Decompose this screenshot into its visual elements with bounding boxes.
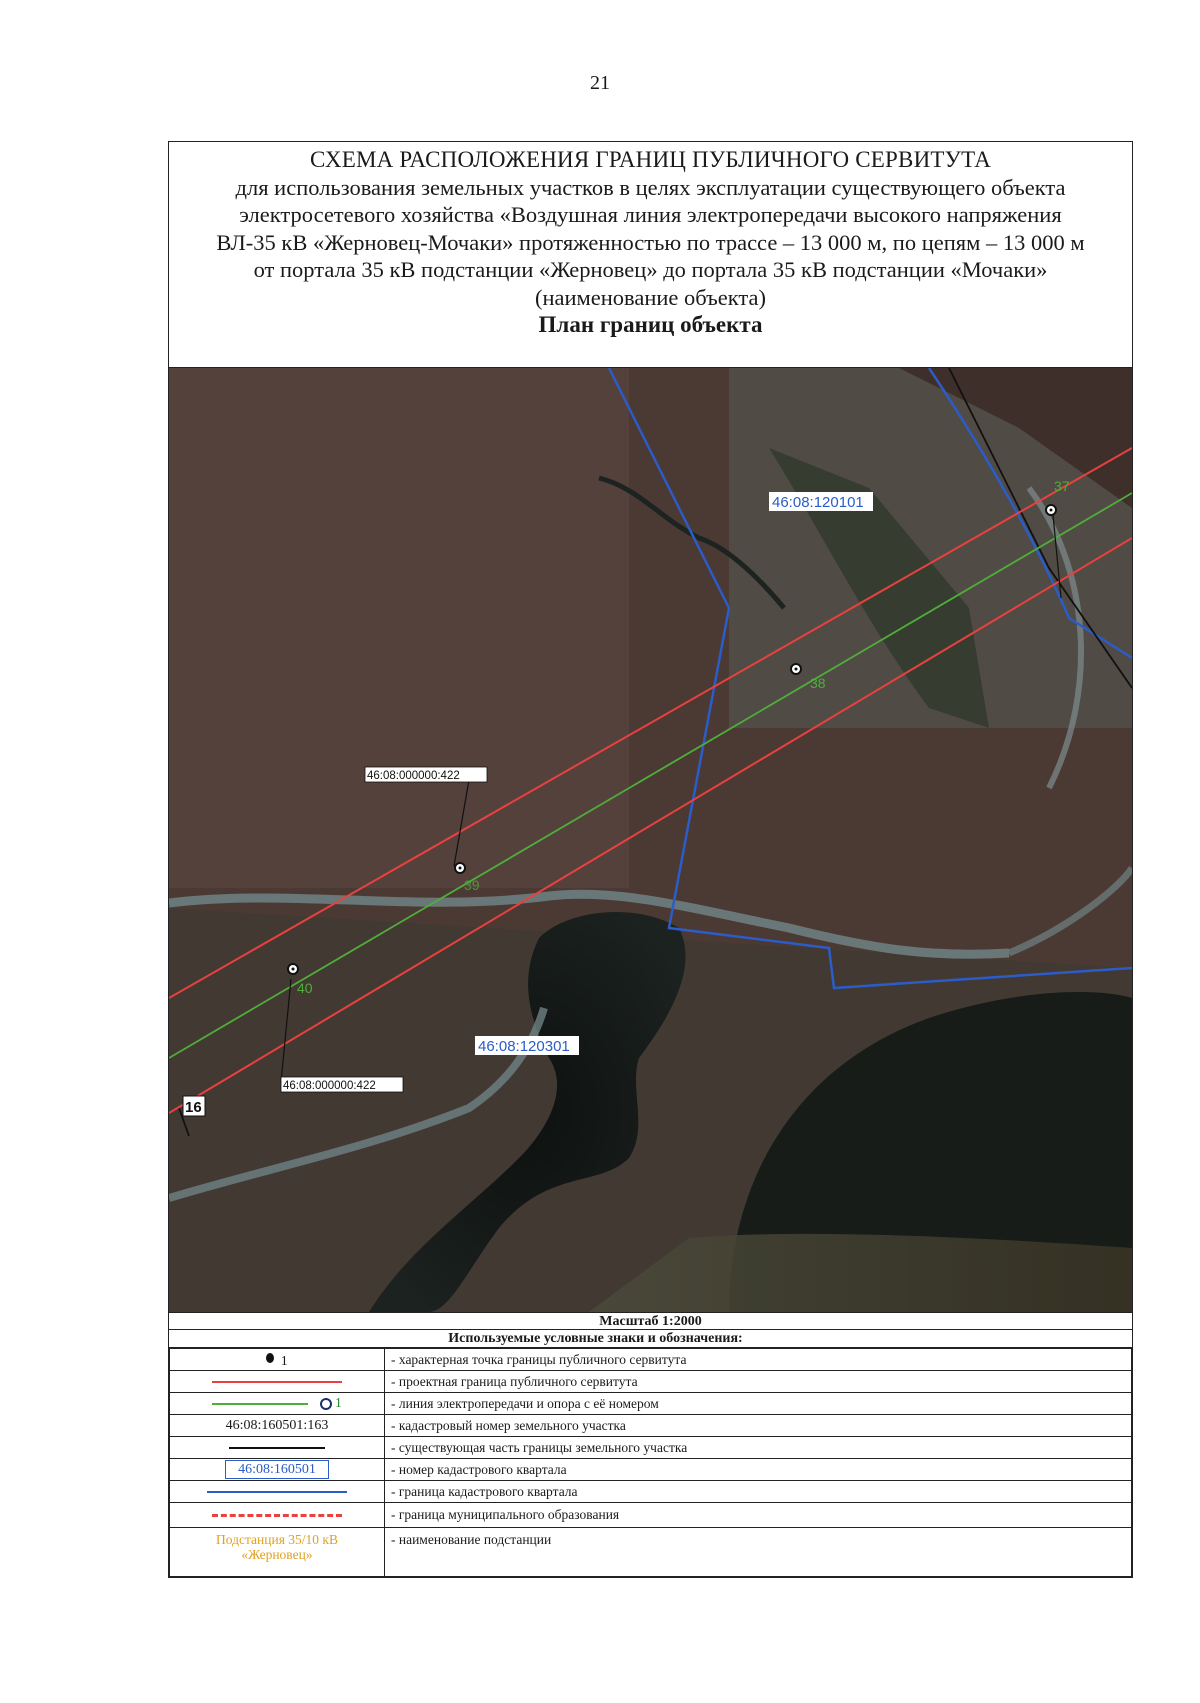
- legend-desc: - кадастровый номер земельного участка: [385, 1415, 1132, 1437]
- legend-row: [170, 1393, 1132, 1415]
- legend-desc: - наименование подстанции: [385, 1528, 1132, 1577]
- quarter-number-sample: 46:08:160501: [225, 1460, 329, 1479]
- legend-symbol-quarter-boundary: [170, 1481, 385, 1503]
- legend-desc: - характерная точка границы публичного сервитута: [385, 1349, 1132, 1371]
- wetland-area: [169, 368, 629, 888]
- legend-symbol-servitude: [170, 1371, 385, 1393]
- boundary-point-icon: [266, 1353, 274, 1363]
- legend-row: [170, 1503, 1132, 1528]
- legend-symbol-substation: [170, 1528, 385, 1577]
- parcel-label-2: 46:08:000000:422: [283, 1080, 376, 1092]
- title-block: [169, 142, 1132, 368]
- legend-table: [169, 1348, 1132, 1577]
- legend-desc: - существующая часть границы земельного участка: [385, 1437, 1132, 1459]
- legend-row: [170, 1481, 1132, 1503]
- pole-39: [455, 863, 465, 873]
- legend-row: [170, 1371, 1132, 1393]
- blue-line-icon: [207, 1491, 347, 1493]
- legend-symbol-parcel-boundary: [170, 1437, 385, 1459]
- black-line-icon: [229, 1447, 325, 1449]
- quarter-label-1: 46:08:120101: [772, 494, 864, 511]
- legend-desc: - проектная граница публичного сервитута: [385, 1371, 1132, 1393]
- substation-sample-line-2: «Жерновец»: [241, 1547, 313, 1562]
- legend-header: Используемые условные знаки и обозначения:: [169, 1330, 1132, 1348]
- legend-symbol-parcel-number: 46:08:160501:163: [170, 1415, 385, 1437]
- legend-symbol-point: [170, 1349, 385, 1371]
- quarter-label-2: 46:08:120301: [478, 1038, 570, 1055]
- scheme-frame: [168, 141, 1133, 1578]
- legend-desc: - граница кадастрового квартала: [385, 1481, 1132, 1503]
- green-line-icon: [212, 1403, 308, 1405]
- satellite-map: [169, 368, 1132, 1312]
- legend-desc: - граница муниципального образования: [385, 1503, 1132, 1528]
- page-number: 21: [590, 72, 610, 94]
- title-line-2: электросетевого хозяйства «Воздушная линия электропередачи высокого напряжения: [239, 202, 1062, 227]
- legend-point-number: 1: [280, 1354, 288, 1369]
- legend-row: [170, 1528, 1132, 1577]
- legend-row: [170, 1415, 1132, 1437]
- legend-pole-number: 1: [334, 1396, 342, 1411]
- legend-symbol-municipal-boundary: [170, 1503, 385, 1528]
- red-dashed-line-icon: [212, 1514, 342, 1517]
- pole-38: [791, 664, 801, 674]
- pole-number-37: 37: [1054, 478, 1070, 494]
- title-line-3: ВЛ-35 кВ «Жерновец-Мочаки» протяженностью по трассе – 13 000 м, по цепям – 13 000 м: [216, 229, 1085, 255]
- legend-symbol-powerline: [170, 1393, 385, 1415]
- legend-desc: - номер кадастрового квартала: [385, 1459, 1132, 1481]
- red-line-icon: [212, 1381, 342, 1383]
- scale-label: Масштаб 1:2000: [169, 1312, 1132, 1330]
- parcel-label-1: 46:08:000000:422: [367, 770, 460, 782]
- legend-desc: - линия электропередачи и опора с её номером: [385, 1393, 1132, 1415]
- legend: [169, 1312, 1132, 1577]
- plan-subtitle: План границ объекта: [538, 312, 763, 337]
- substation-sample-line-1: Подстанция 35/10 кВ: [216, 1532, 338, 1547]
- object-name-caption: (наименование объекта): [534, 284, 767, 310]
- title-line-4: от портала 35 кВ подстанции «Жерновец» до портала 35 кВ подстанции «Мочаки»: [253, 257, 1048, 282]
- legend-row: [170, 1459, 1132, 1481]
- scheme-heading: СХЕМА РАСПОЛОЖЕНИЯ ГРАНИЦ ПУБЛИЧНОГО СЕРВИТУТА: [309, 147, 992, 172]
- legend-symbol-quarter-number: [170, 1459, 385, 1481]
- pole-number-38: 38: [810, 675, 826, 691]
- legend-row: [170, 1349, 1132, 1371]
- title-line-1: для использования земельных участков в целях эксплуатации существующего объекта: [235, 174, 1066, 200]
- pole-number-39: 39: [464, 877, 480, 893]
- map-svg: [169, 368, 1132, 1312]
- pole-37: [1046, 505, 1056, 515]
- boundary-point-label: 16: [185, 1099, 202, 1116]
- legend-row: [170, 1437, 1132, 1459]
- pole-number-40: 40: [297, 980, 313, 996]
- pole-40: [288, 964, 298, 974]
- pole-circle-icon: [320, 1398, 332, 1410]
